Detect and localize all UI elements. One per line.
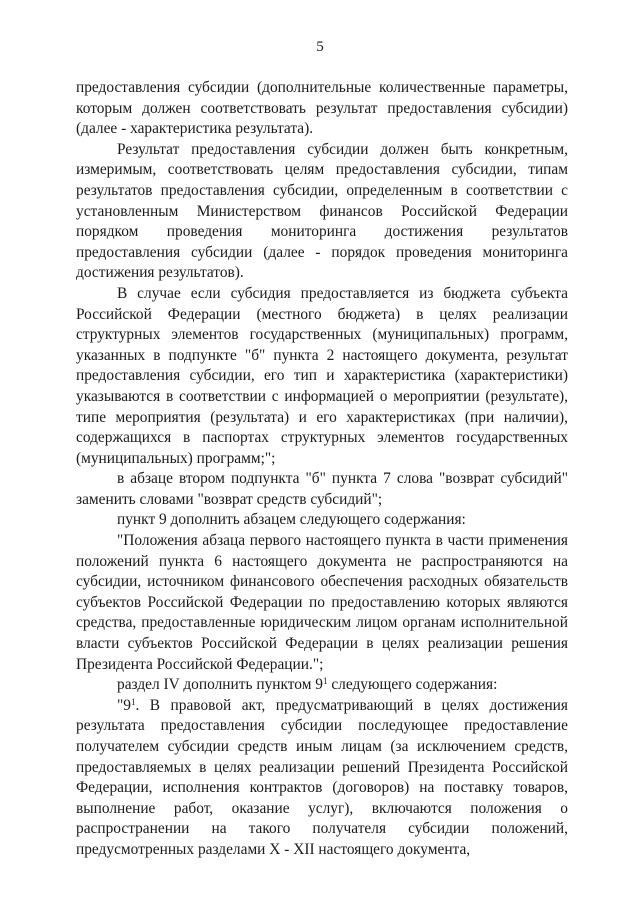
paragraph-characteristic-definition: предоставления субсидии (дополнительные количественные параметры, которым должен соответствовать результат предоставления субсидии) (далее - характеристика результата). — [76, 79, 568, 138]
text-segment: "9 — [117, 696, 131, 714]
document-body — [76, 78, 568, 861]
paragraph-section-4-addition — [76, 675, 568, 696]
paragraph-amendment-point-7: в абзаце втором подпункта "б" пункта 7 слова "возврат субсидий" заменить словами "возврат средств субсидий"; — [76, 470, 568, 508]
paragraph-point-9-1 — [76, 696, 568, 861]
text-segment: раздел IV дополнить пунктом 9 — [117, 676, 323, 694]
superscript: 1 — [130, 696, 136, 707]
superscript: 1 — [322, 676, 328, 687]
paragraph-result-requirements: Результат предоставления субсидии должен быть конкретным, измеримым, соответствовать целям предоставления субсидии, типам результатов предоставления субсидии, определенным в соответствии с установленным Министерством финансов Российской Федерации порядком проведения мониторинга достижения результатов предоставления субсидии (далее - порядок проведения мониторинга достижения результатов). — [76, 140, 568, 282]
page-number: 5 — [316, 39, 324, 55]
paragraph-amendment-point-9: пункт 9 дополнить абзацем следующего содержания: — [117, 511, 466, 529]
paragraph-point-9-addition: "Положения абзаца первого настоящего пункта в части применения положений пункта 6 настоящего документа не распространяются на субсидии, источником финансового обеспечения расходных обязательств субъектов Российской Федерации по предоставлению которых являются средства, предоставленные юридическим лицом органам исполнительной власти субъектов Российской Федерации в целях реализации решения Президента Российской Федерации."; — [76, 532, 568, 673]
paragraph-regional-budget-case: В случае если субсидия предоставляется из бюджета субъекта Российской Федерации (местного бюджета) в целях реализации структурных элементов государственных (муниципальных) программ, указанных в подпункте "б" пункта 2 настоящего документа, результат предоставления субсидии, его тип и характеристика (характеристики) указываются в соответствии с информацией о мероприятии (результате), типе мероприятия (результата) и его характеристиках (при наличии), содержащихся в паспортах структурных элементов государственных (муниципальных) программ;"; — [76, 284, 568, 467]
text-segment: следующего содержания: — [327, 676, 498, 694]
text-segment: . В правовой акт, предусматривающий в целях достижения результата предоставления субсидии последующее предоставление получателем субсидии средств иным лицам (за исключением средств, предоставляемых в целях реализации решений Президента Российской Федерации, исполнения контрактов (договоров) на поставку товаров, выполнение работ, оказание услуг), включаются положения о распространении на такого получателя субсидии положений, предусмотренных разделами X - XII настоящего документа, — [76, 696, 568, 858]
